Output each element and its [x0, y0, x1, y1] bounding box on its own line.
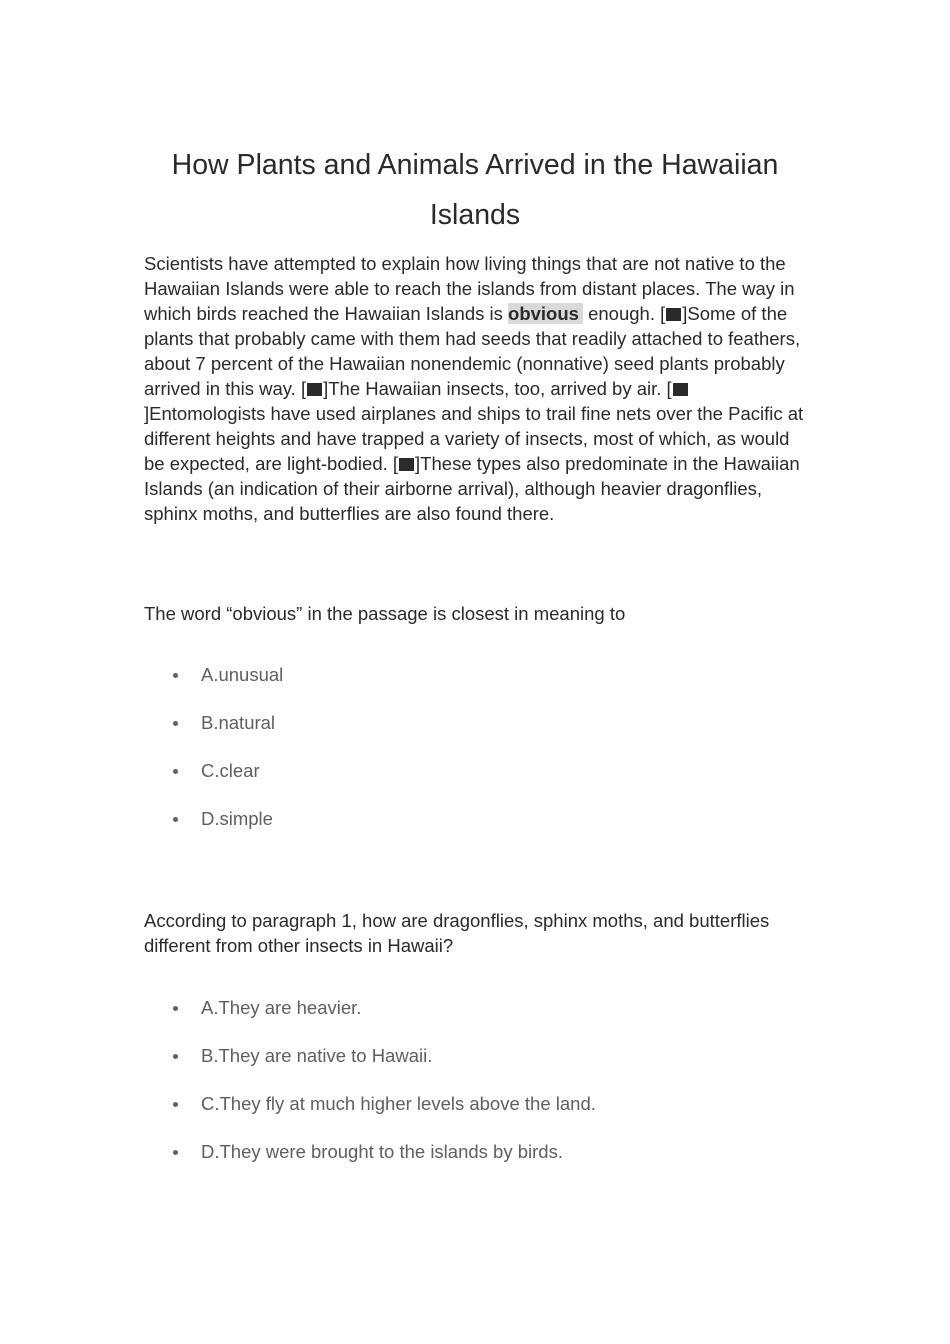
passage-text: ]Some of the plants that probably came with them had seeds that readily attached to feathers, about 7 percent of the Hawaiian nonendemic (nonnative) seed plants probably arrived in this way. [ — [144, 303, 801, 399]
bullet-icon — [173, 673, 178, 678]
insertion-square-icon[interactable] — [666, 308, 681, 321]
question-1-options — [144, 662, 283, 854]
reading-passage — [144, 251, 810, 526]
document-title: How Plants and Animals Arrived in the Hawaiian Islands — [171, 149, 779, 231]
option-label: A.unusual — [201, 664, 284, 685]
answer-option-c[interactable] — [144, 1091, 596, 1139]
answer-option-b[interactable] — [144, 710, 283, 758]
highlighted-word: obvious — [508, 303, 583, 324]
passage-text: ]Entomologists have used airplanes and ships to trail fine nets over the Pacific at different heights and have trapped a variety of insects, most of which, as would be expected, are light-bodied. [ — [144, 403, 804, 474]
passage-text: ]The Hawaiian insects, too, arrived by air. [ — [323, 378, 672, 399]
option-label: A.They are heavier. — [201, 997, 362, 1018]
passage-text: ]These types also predominate in the Hawaiian Islands (an indication of their airborne arrival), although heavier dragonflies, sphinx moths, and butterflies are also found there. — [144, 453, 800, 524]
bullet-icon — [173, 721, 178, 726]
bullet-icon — [173, 1054, 178, 1059]
option-label: B.natural — [201, 712, 276, 733]
question-2-options — [144, 995, 596, 1187]
bullet-icon — [173, 1102, 178, 1107]
question-2-prompt: According to paragraph 1, how are dragonflies, sphinx moths, and butterflies different from other insects in Hawaii? — [144, 910, 770, 956]
answer-option-b[interactable] — [144, 1043, 596, 1091]
option-label: C.clear — [201, 760, 260, 781]
answer-option-d[interactable] — [144, 806, 283, 854]
bullet-icon — [173, 1006, 178, 1011]
option-label: D.They were brought to the islands by birds. — [201, 1141, 563, 1162]
question-1-prompt: The word “obvious” in the passage is closest in meaning to — [144, 603, 626, 624]
passage-text: Scientists have attempted to explain how living things that are not native to the Hawaiian Islands were able to reach the islands from distant places. The way in which birds reached the Hawaiian Islands is — [144, 253, 795, 324]
answer-option-a[interactable] — [144, 995, 596, 1043]
answer-option-c[interactable] — [144, 758, 283, 806]
insertion-square-icon[interactable] — [399, 458, 414, 471]
answer-option-d[interactable] — [144, 1139, 596, 1187]
option-label: C.They fly at much higher levels above the land. — [201, 1093, 596, 1114]
bullet-icon — [173, 1150, 178, 1155]
bullet-icon — [173, 817, 178, 822]
option-label: D.simple — [201, 808, 273, 829]
bullet-icon — [173, 769, 178, 774]
insertion-square-icon[interactable] — [307, 383, 322, 396]
option-label: B.They are native to Hawaii. — [201, 1045, 433, 1066]
passage-text: enough. [ — [582, 303, 666, 324]
insertion-square-icon[interactable] — [673, 383, 688, 396]
answer-option-a[interactable] — [144, 662, 283, 710]
